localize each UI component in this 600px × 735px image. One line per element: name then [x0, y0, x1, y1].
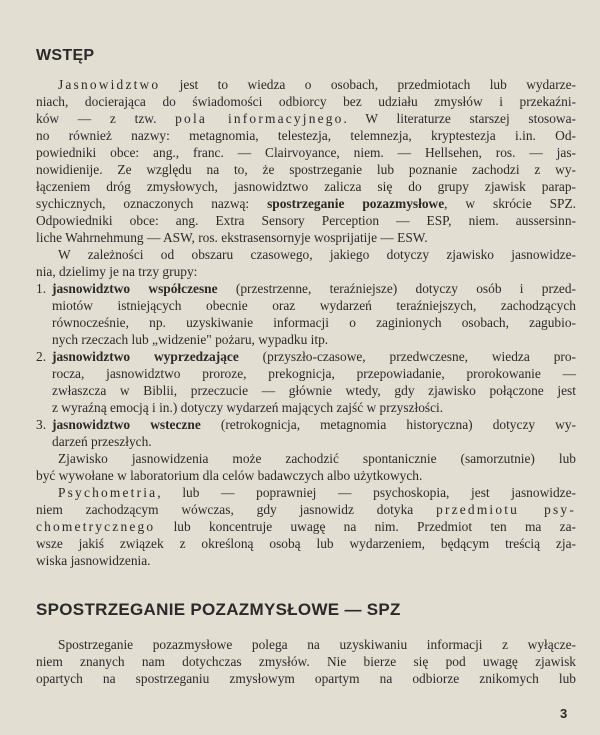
text-line: być wywołane w laboratorium dla celów badawczych albo użytkowych. — [36, 468, 423, 483]
page — [36, 0, 576, 735]
text-line: Zjawisko jasnowidzenia może zachodzić spontanicznie (samorzutnie) lub — [58, 451, 576, 466]
page-number: 3 — [560, 706, 568, 721]
text-line: niem znanych nam dotychczas zmysłów. Nie bierze się pod uwagę zjawisk — [36, 654, 576, 669]
text-line: równocześnie, np. uzyskiwanie informacji o zaginionych osobach, zagubio- — [52, 315, 576, 330]
text-line: sychicznych, oznaczonych nazwą: — [36, 196, 268, 211]
text-line: Spostrzeganie pozazmysłowe polega na uzyskiwaniu informacji z wyłącze- — [58, 637, 576, 652]
term-pole-informacyjne: pola informacyjnego — [175, 111, 344, 126]
term-bold: jasnowidztwo wsteczne — [52, 417, 201, 432]
section-heading-wstep: WSTĘP — [36, 47, 95, 64]
list-item-1 — [36, 280, 576, 348]
text-line: . W literaturze starszej stosowa- — [343, 111, 576, 126]
text-line: jest to wiedza o osobach, przedmiotach lub wydarze- — [160, 77, 576, 92]
term-psychometryczny: chometrycznego — [36, 519, 156, 534]
text-line: niem zachodzącym wówczas, gdy jasnowidz dotyka — [36, 502, 437, 517]
paragraph-psychometria — [36, 484, 576, 569]
term-bold: jasnowidztwo współczesne — [52, 281, 218, 296]
text-line: Odpowiedniki obce: ang. Extra Sensory Perception — ESP, niem. aussersinn- — [36, 213, 576, 228]
text-line: (przyszło-czasowe, przedwczesne, wiedza pro- — [238, 349, 576, 364]
text-line: zwłaszcza w Biblii, przeczucie — głównie wtedy, gdy zjawisko połączone jest — [52, 383, 576, 398]
paragraph-definition — [36, 76, 576, 246]
text-line: , w skrócie SPZ. — [444, 196, 576, 211]
paragraph-groups — [36, 246, 576, 280]
text-line: nych rzeczach lub „widzenie" pożaru, wypadku itp. — [52, 332, 329, 347]
term-przedmiot: przedmiotu psy- — [436, 502, 576, 517]
text-line: nia, dzielimy je na trzy grupy: — [36, 264, 198, 279]
text-line: W zależności od obszaru czasowego, jakiego dotyczy zjawisko jasnowidze- — [58, 247, 576, 262]
text-line: darzeń przeszłych. — [52, 434, 152, 449]
text-line: (retrokognicja, metagnomia historyczna) dotyczy wy- — [200, 417, 576, 432]
paragraph-spontaneous — [36, 450, 576, 484]
section-heading-spz: SPOSTRZEGANIE POZAZMYSŁOWE — SPZ — [36, 600, 401, 619]
text-line: (przestrzenne, teraźniejsze) dotyczy osób i przed- — [217, 281, 576, 296]
term-spz: spostrzeganie pozazmysłowe — [267, 196, 445, 211]
list-number: 2. — [36, 349, 47, 364]
text-line: niach, docierająca do świadomości odbiorcy bez udziału zmysłów i przekaźni- — [36, 94, 576, 109]
text-line: liche Wahrnehmung — ASW, ros. ekstrasensornyje wosprijatije — ESW. — [36, 230, 428, 245]
list-item-3 — [36, 416, 576, 450]
text-line: rocza, jasnowidztwo proroze, prekognicja, przepowiadanie, prorokowanie — — [52, 366, 576, 381]
text-line: opartych na spostrzeganiu zmysłowym opartym na odbiorze znikomych lub — [36, 671, 576, 686]
paragraph-spz — [36, 636, 576, 687]
text-line: wsze jakiś związek z określoną osobą lub wydarzeniem, będącym treścią zja- — [36, 536, 576, 551]
list-number: 1. — [36, 281, 47, 296]
text-line: powiedniki obce: ang., franc. — Clairvoyance, niem. — Hellsehen, ros. — jas- — [36, 145, 576, 160]
text-line: lub koncentruje uwagę na nim. Przedmiot ten ma za- — [155, 519, 576, 534]
text-line: łączeniem dróg zmysłowych, jasnowidztwo zalicza się do grupy zjawisk parap- — [36, 179, 576, 194]
section-body-spz — [36, 636, 576, 687]
list-item-2 — [36, 348, 576, 416]
text-line: , lub — poprawniej — psychoskopia, jest jasnowidze- — [157, 485, 576, 500]
text-line: wiska jasnowidzenia. — [36, 553, 151, 568]
text-line: nowidienije. Ze względu na to, że spostrzeganie lub poznanie zachodzi z wy- — [36, 162, 576, 177]
term-bold: jasnowidztwo wyprzedzające — [52, 349, 239, 364]
text-line: no również nazwy: metagnomia, telestezja, telemnezja, kryptestezja i.in. Od- — [36, 128, 576, 143]
list-number: 3. — [36, 417, 47, 432]
term-psychometria: Psychometria — [58, 485, 158, 500]
section-body-wstep — [36, 76, 576, 569]
term-jasnowidztwo: Jasnowidztwo — [58, 77, 161, 92]
text-line: miotów istniejących obecnie oraz wydarzeń teraźniejszych, zachodzących — [52, 298, 576, 313]
text-line: ków — z tzw. — [36, 111, 176, 126]
text-line: z wyraźną emocją i in.) dotyczy wydarzeń mających zajść w przyszłości. — [52, 400, 444, 415]
